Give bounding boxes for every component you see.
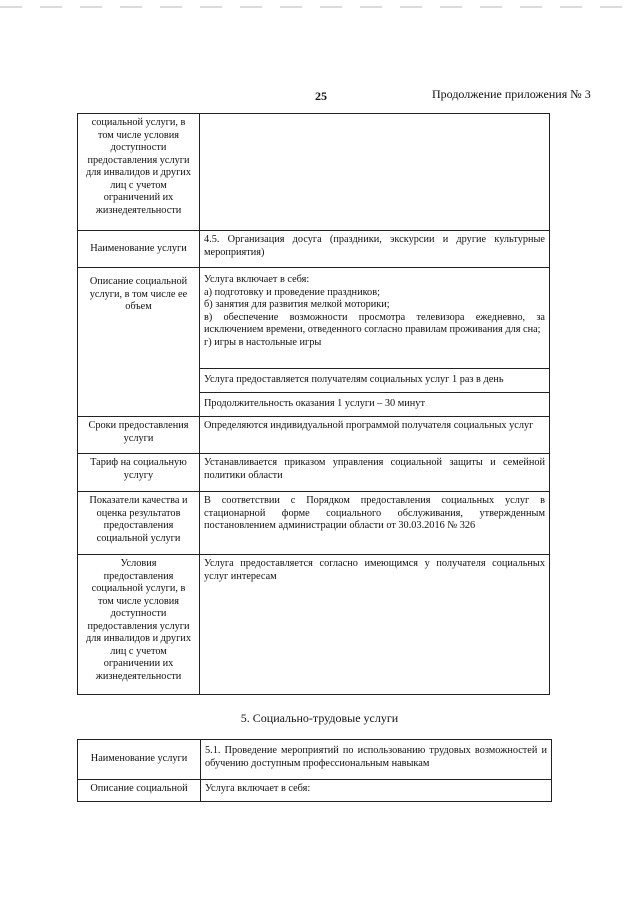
scan-artifact-line bbox=[0, 6, 639, 8]
description-line: г) игры в настольные игры bbox=[204, 336, 322, 348]
row-label-conditions-continued bbox=[78, 114, 200, 231]
table-row bbox=[78, 740, 552, 780]
label-line: лиц с учетом bbox=[110, 645, 167, 657]
label-line: ограничений их bbox=[103, 192, 174, 204]
description-value bbox=[200, 268, 550, 369]
label-line: Показатели качества и bbox=[89, 495, 188, 506]
services-table-4 bbox=[77, 113, 550, 695]
terms-value: Определяются индивидуальной программой получателя социальных услуг bbox=[200, 417, 550, 454]
conditions-value: Услуга предоставляется согласно имеющимся у получателя социальных услуг интересам bbox=[200, 555, 550, 695]
label-line: предоставления bbox=[103, 570, 174, 582]
label-line: том числе условия bbox=[97, 129, 180, 141]
label-line: предоставления услуги bbox=[87, 154, 190, 166]
description-line: б) занятия для развития мелкой моторики; bbox=[204, 299, 390, 311]
label-line: предоставления bbox=[103, 520, 174, 532]
table-row bbox=[78, 555, 550, 695]
table-row bbox=[78, 417, 550, 454]
label-line: объем bbox=[125, 301, 152, 313]
label-line: том числе условия bbox=[97, 595, 180, 607]
label-line: лиц с учетом bbox=[110, 179, 167, 191]
label-line: доступности bbox=[110, 142, 167, 154]
row-label-description bbox=[78, 268, 200, 417]
table-row bbox=[78, 268, 550, 369]
table-row bbox=[78, 780, 552, 802]
tariff-value: Устанавливается приказом управления социальной защиты и семейной политики области bbox=[200, 454, 550, 492]
frequency-value: Услуга предоставляется получателям социальных услуг 1 раз в день bbox=[200, 369, 550, 393]
row-label-terms bbox=[78, 417, 200, 454]
label-line: услугу bbox=[123, 469, 154, 481]
row-label-description: Описание социальной bbox=[78, 780, 201, 802]
row-value-empty bbox=[200, 114, 550, 231]
service-name-value: 5.1. Проведение мероприятий по использованию трудовых возможностей и обучению доступным профессиональным навыкам bbox=[201, 740, 552, 780]
description-line: Услуга включает в себя: bbox=[204, 274, 310, 285]
row-label-service-name: Наименование услуги bbox=[78, 231, 200, 268]
duration-value: Продолжительность оказания 1 услуги – 30 минут bbox=[200, 393, 550, 417]
label-line: Тариф на социальную bbox=[90, 457, 187, 468]
table-row bbox=[78, 114, 550, 231]
row-label-quality-indicators bbox=[78, 492, 200, 555]
label-line: для инвалидов и других bbox=[86, 167, 191, 179]
row-label-service-name: Наименование услуги bbox=[78, 740, 201, 780]
page-number: 25 bbox=[315, 89, 327, 103]
description-line: а) подготовку и проведение праздников; bbox=[204, 286, 380, 298]
label-line: Описание социальной bbox=[89, 276, 188, 287]
appendix-continuation-note: Продолжение приложения № 3 bbox=[432, 87, 591, 101]
table-row bbox=[78, 231, 550, 268]
label-line: Условия bbox=[120, 558, 157, 569]
row-label-tariff bbox=[78, 454, 200, 492]
section-title: 5. Социально-трудовые услуги bbox=[240, 711, 399, 725]
description-value: Услуга включает в себя: bbox=[201, 780, 552, 802]
table-row bbox=[78, 454, 550, 492]
label-line: жизнедеятельности bbox=[95, 204, 182, 216]
service-name-value: 4.5. Организация досуга (праздники, экскурсии и другие культурные мероприятия) bbox=[200, 231, 550, 268]
label-line: социальной услуги bbox=[96, 532, 181, 544]
label-line: Сроки предоставления bbox=[88, 420, 189, 431]
table-row bbox=[78, 492, 550, 555]
quality-indicators-value: В соответствии с Порядком предоставления социальных услуг в стационарной форме социального обслуживания, утвержденным постановлением администрации области от 30.03.2016 № 326 bbox=[200, 492, 550, 555]
label-line: для инвалидов и других bbox=[86, 633, 191, 645]
label-line: услуги, в том числе ее bbox=[89, 288, 188, 300]
services-table-5 bbox=[77, 739, 552, 802]
row-label-conditions bbox=[78, 555, 200, 695]
label-line: предоставления услуги bbox=[87, 620, 190, 632]
label-line: социальной услуги, в bbox=[91, 117, 186, 128]
label-line: оценка результатов bbox=[96, 507, 181, 519]
label-line: доступности bbox=[110, 608, 167, 620]
label-line: ограничении их bbox=[103, 658, 174, 670]
label-line: социальной услуги, в bbox=[91, 583, 186, 595]
label-line: услуги bbox=[123, 432, 154, 444]
description-line: в) обеспечение возможности просмотра телевизора ежедневно, за исключением времени, отведенного согласно правилам проживания для сна; bbox=[204, 311, 545, 336]
label-line: жизнедеятельности bbox=[95, 670, 182, 682]
